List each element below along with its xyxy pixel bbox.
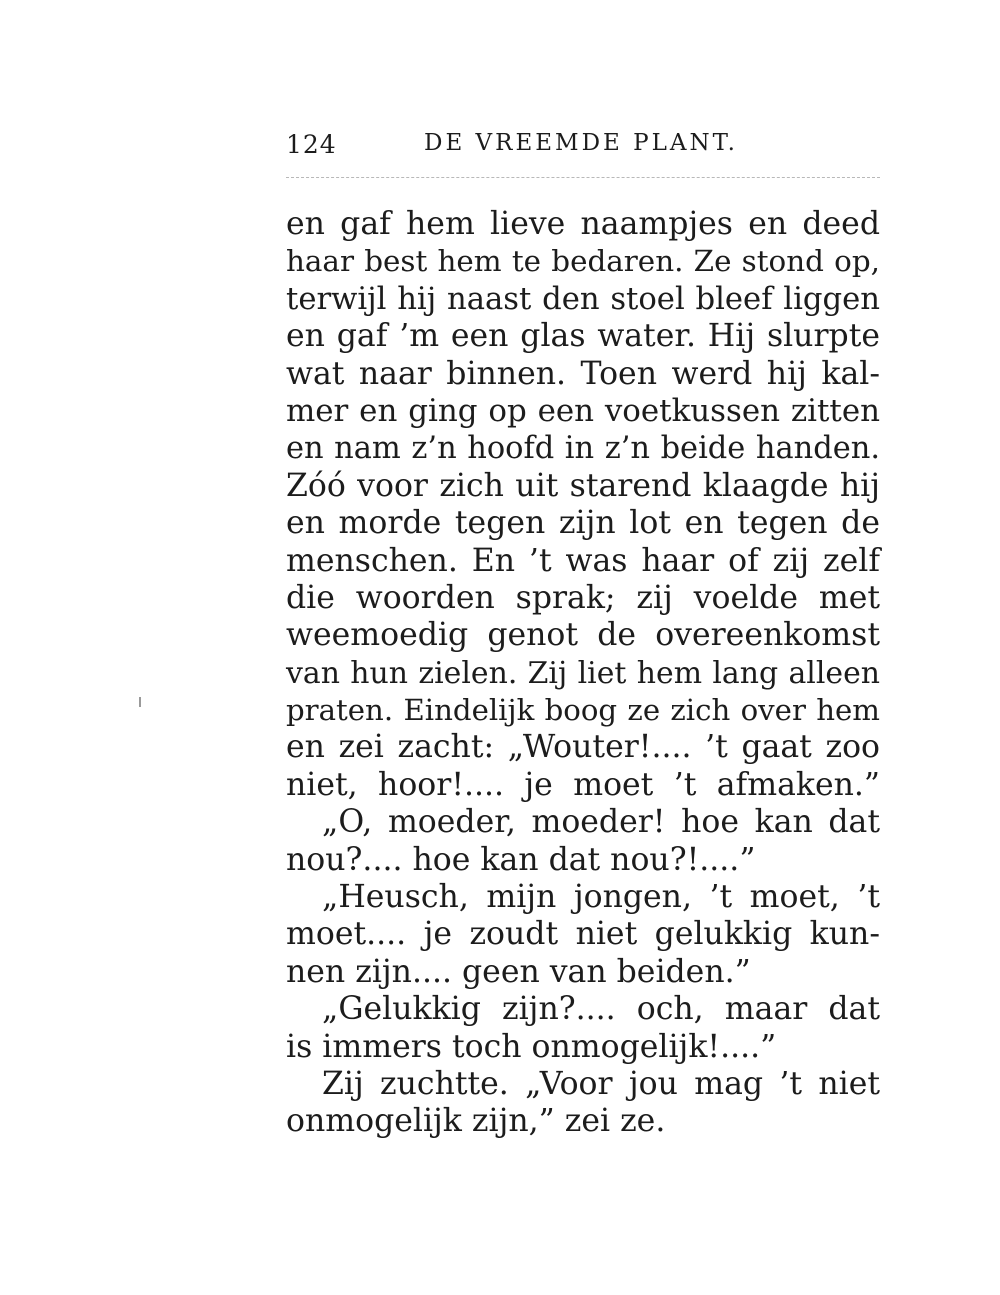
text-line: is immers toch onmogelijk!....” (286, 1028, 777, 1065)
text-line: onmogelijk zijn,” zei ze. (286, 1103, 666, 1140)
text-line: en gaf hem lieve naampjes en deed (286, 206, 880, 242)
text-line: en nam z’n hoofd in z’n beide handen. (286, 431, 880, 467)
text-line: Zóó voor zich uit starend klaagde hij (286, 467, 880, 504)
text-line: weemoedig genot de overeenkomst (286, 617, 880, 654)
text-line: „O, moeder, moeder! hoe kan dat (322, 804, 880, 841)
text-line: van hun zielen. Zij liet hem lang alleen (286, 655, 880, 691)
text-line: haar best hem te bedaren. Ze stond op, (286, 244, 880, 279)
text-line: Zij zuchtte. „Voor jou mag ’t niet (322, 1065, 880, 1102)
text-line: niet, hoor!.... je moet ’t afmaken.” (286, 766, 880, 803)
running-title: DE VREEMDE PLANT. (424, 130, 738, 156)
text-line: en zei zacht: „Wouter!.... ’t gaat zoo (286, 729, 880, 766)
header-rule (286, 177, 880, 178)
text-line: menschen. En ’t was haar of zij zelf (286, 542, 880, 579)
scan-speck (139, 697, 141, 707)
text-line: terwijl hij naast den stoel bleef liggen (286, 281, 880, 317)
running-head (286, 130, 880, 166)
text-line: „Heusch, mijn jongen, ’t moet, ’t (322, 879, 880, 916)
page-number: 124 (286, 130, 337, 159)
text-line: en gaf ’m een glas water. Hij slurpte (286, 318, 880, 355)
text-line: nou?.... hoe kan dat nou?!....” (286, 841, 756, 878)
body-text (286, 206, 880, 1141)
text-line: en morde tegen zijn lot en tegen de (286, 505, 880, 542)
text-line: mer en ging op een voetkussen zitten (286, 392, 880, 429)
text-line: wat naar binnen. Toen werd hij kal- (286, 355, 880, 392)
text-line: „Gelukkig zijn?.... och, maar dat (322, 991, 880, 1028)
text-line: die woorden sprak; zij voelde met (286, 579, 880, 616)
text-line: moet.... je zoudt niet gelukkig kun- (286, 916, 880, 953)
text-line: nen zijn.... geen van beiden.” (286, 953, 751, 990)
text-line: praten. Eindelijk boog ze zich over hem (286, 693, 880, 728)
